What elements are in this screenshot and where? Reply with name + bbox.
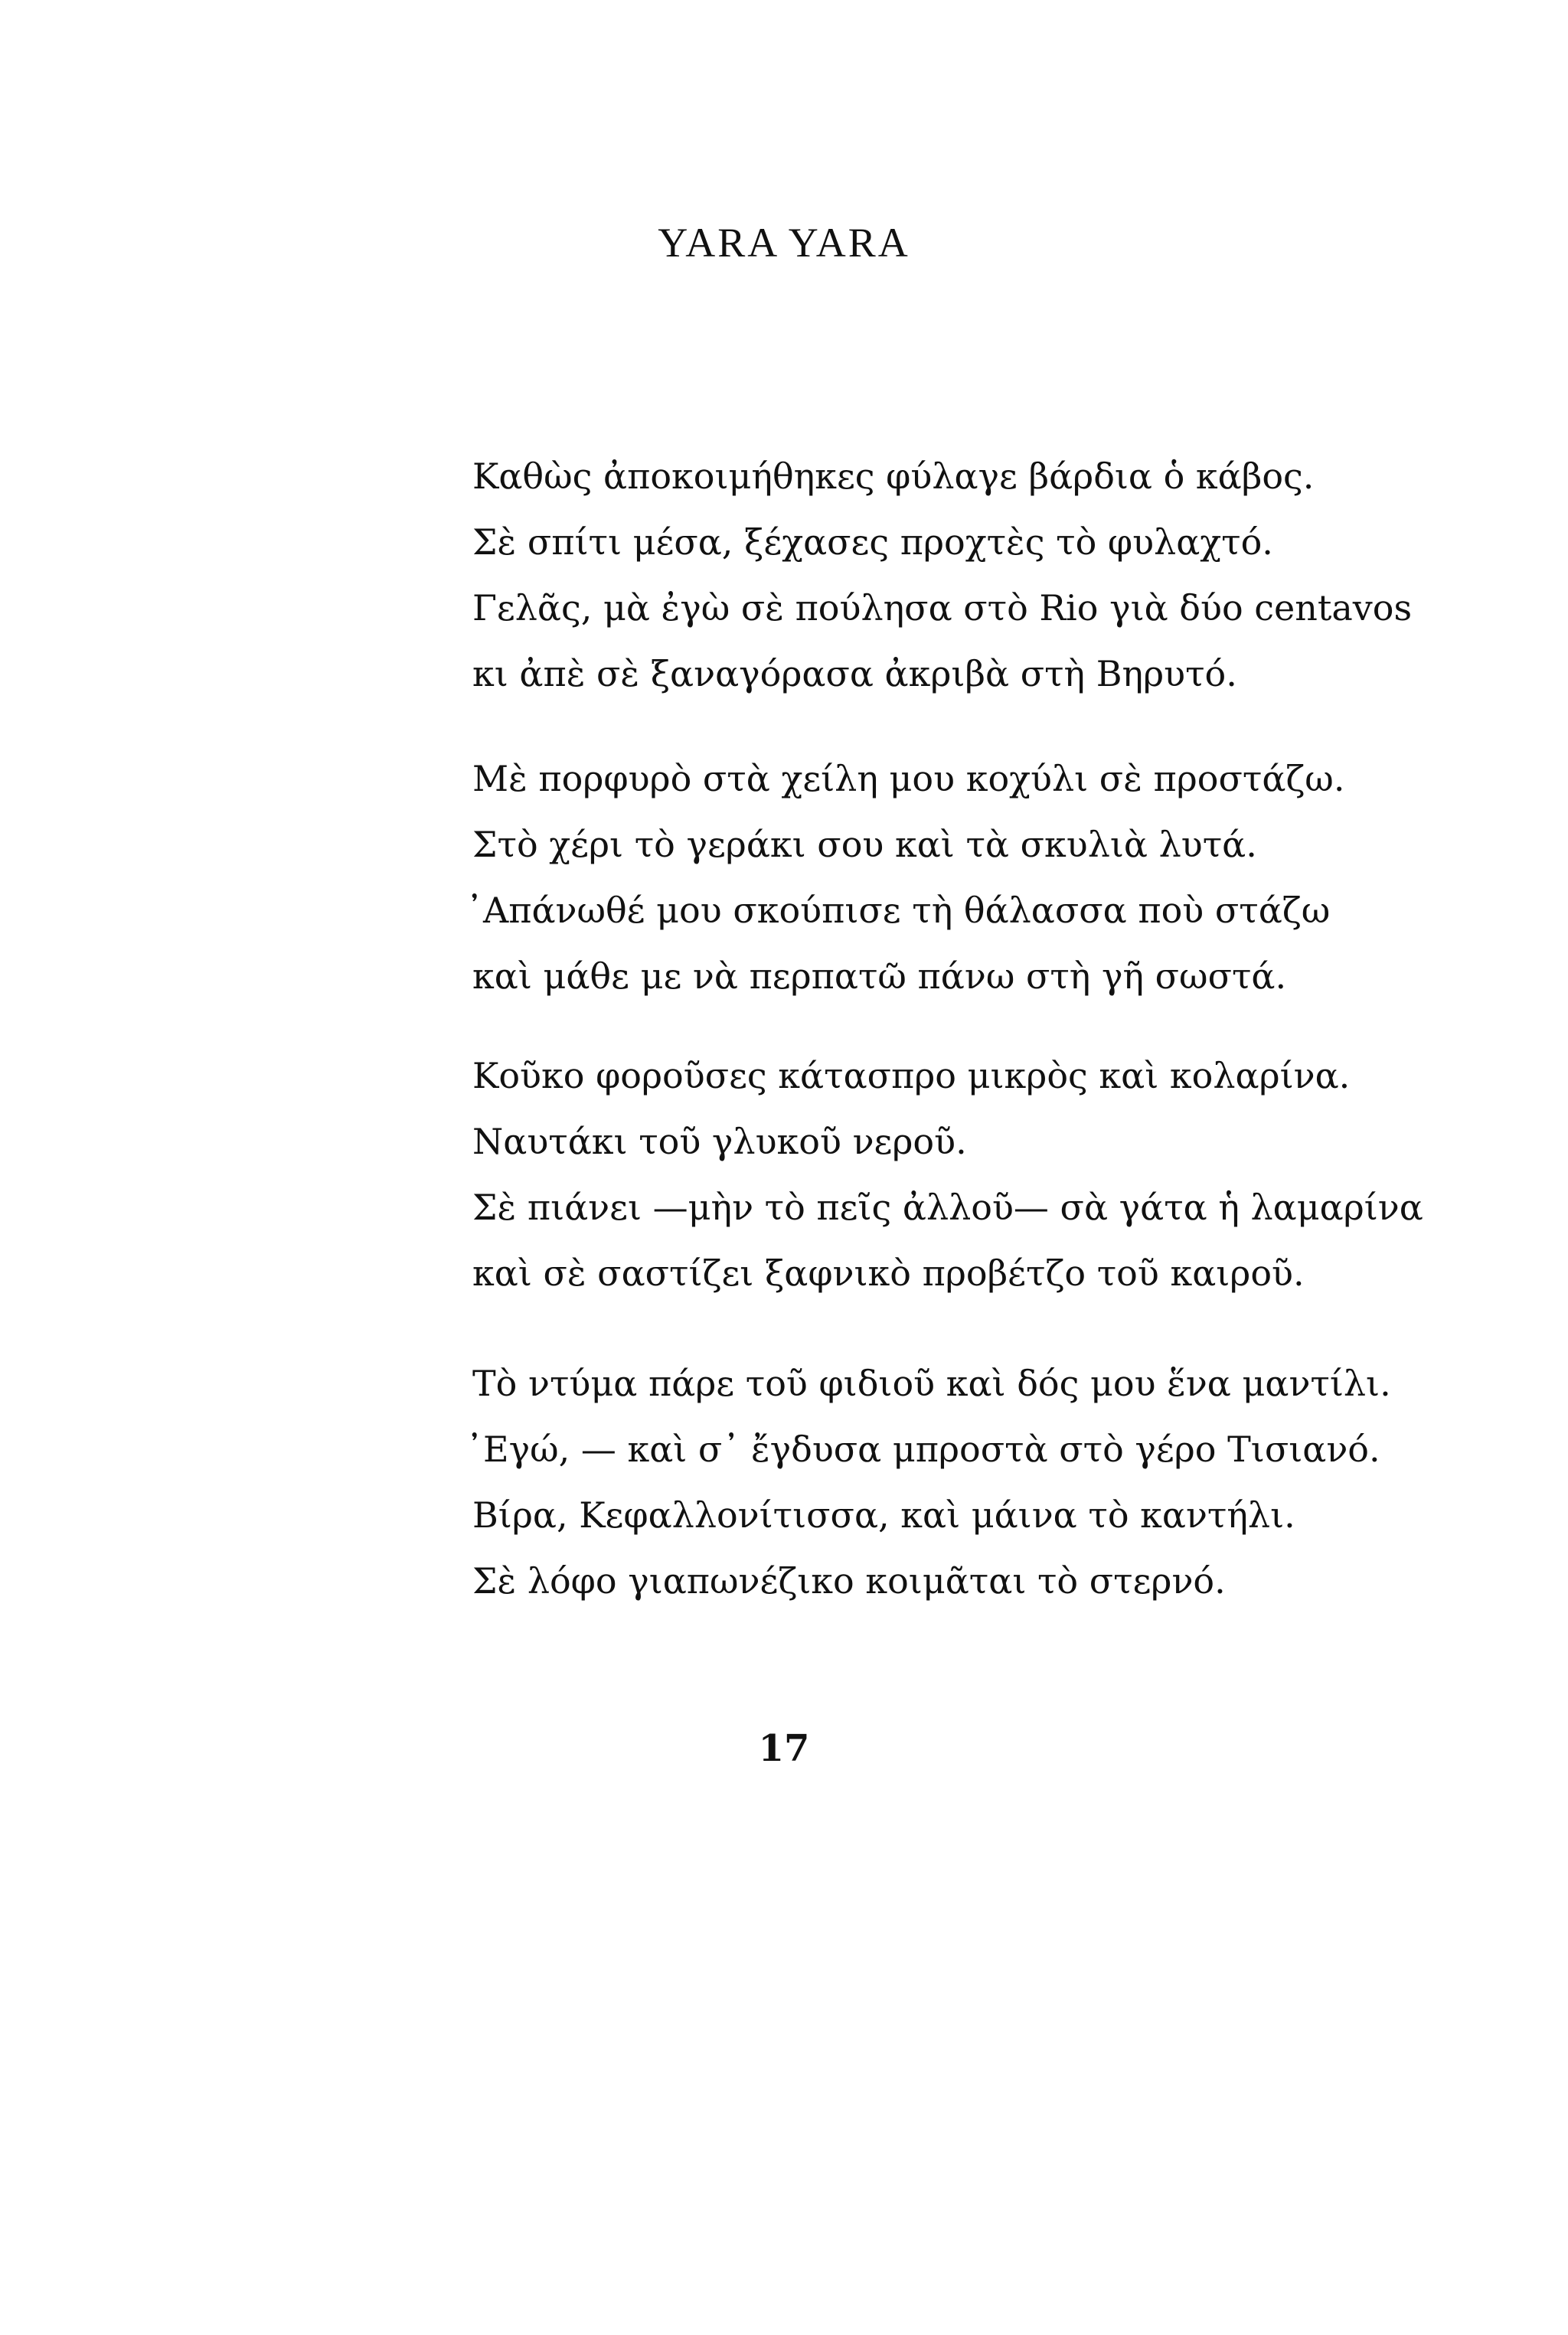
- poem-line: ᾿Απάνωθέ μου σκούπισε τὴ θάλασσα ποὺ στάζω: [466, 890, 1331, 931]
- poem-line: καὶ σὲ σαστίζει ξαφνικὸ προβέτζο τοῦ καιροῦ.: [472, 1252, 1305, 1294]
- poem-line: Τὸ ντύμα πάρε τοῦ φιδιοῦ καὶ δός μου ἕνα μαντίλι.: [472, 1363, 1391, 1404]
- poem-line: Καθὼς ἀποκοιμήθηκες φύλαγε βάρδια ὁ κάβος.: [472, 456, 1315, 497]
- poem-line: Ναυτάκι τοῦ γλυκοῦ νεροῦ.: [472, 1121, 967, 1162]
- poem-line: Στὸ χέρι τὸ γεράκι σου καὶ τὰ σκυλιὰ λυτά.: [472, 824, 1257, 865]
- poem-line: Κοῦκο φοροῦσες κάτασπρο μικρὸς καὶ κολαρίνα.: [472, 1055, 1351, 1096]
- poem-line: Σὲ λόφο γιαπωνέζικο κοιμᾶται τὸ στερνό.: [472, 1560, 1226, 1602]
- poem-line: κι ἀπὲ σὲ ξαναγόρασα ἀκριβὰ στὴ Βηρυτό.: [472, 653, 1237, 694]
- poem-line: Σὲ πιάνει —μὴν τὸ πεῖς ἀλλοῦ— σὰ γάτα ἡ λαμαρίνα: [472, 1187, 1423, 1228]
- poem-line: Βίρα, Κεφαλλονίτισσα, καὶ μάινα τὸ καντήλι.: [472, 1494, 1295, 1536]
- poem-line: ᾿Εγώ, — καὶ σ᾿ ἔγδυσα μπροστὰ στὸ γέρο Τισιανό.: [466, 1429, 1380, 1470]
- poem-line: καὶ μάθε με νὰ περπατῶ πάνω στὴ γῆ σωστά.: [472, 955, 1287, 997]
- poem-line: Σὲ σπίτι μέσα, ξέχασες προχτὲς τὸ φυλαχτό.: [472, 521, 1273, 563]
- poem-title: YARA YARA: [658, 220, 910, 266]
- poem-line: Γελᾶς, μὰ ἐγὼ σὲ πούλησα στὸ Rio γιὰ δύο centavos: [472, 587, 1413, 629]
- poem-line: Μὲ πορφυρὸ στὰ χείλη μου κοχύλι σὲ προστάζω.: [472, 758, 1345, 799]
- page-number: 17: [758, 1727, 810, 1770]
